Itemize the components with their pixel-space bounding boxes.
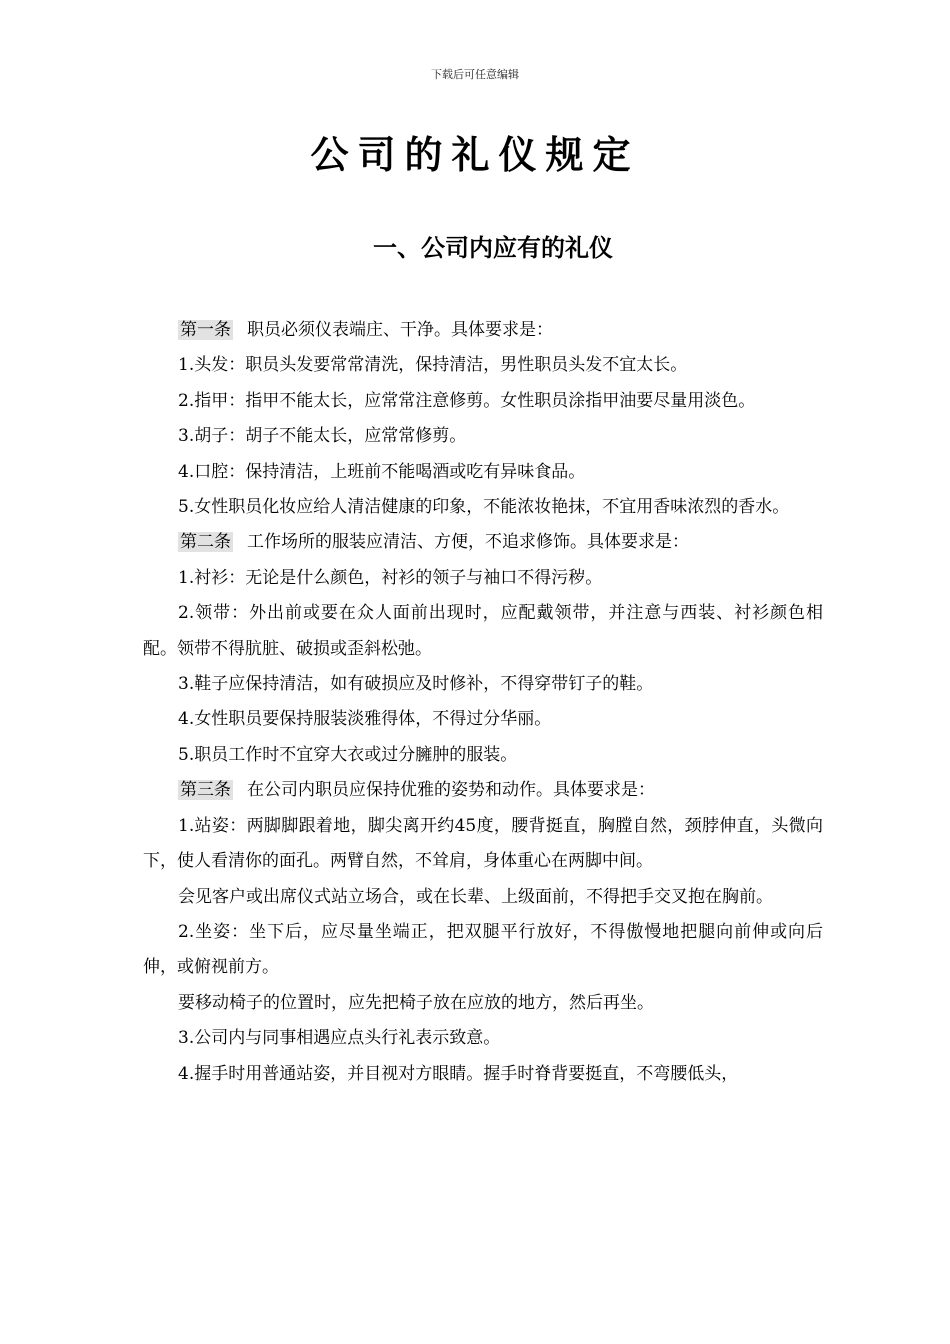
article-intro xyxy=(143,773,823,808)
article-label: 第一条 xyxy=(180,320,231,340)
article-item: 3.公司内与同事相遇应点头行礼表示致意。 xyxy=(178,1028,501,1049)
article-intro xyxy=(143,525,823,560)
article-item: 1.衬衫：无论是什么颜色，衬衫的领子与袖口不得污秽。 xyxy=(178,567,603,588)
article-item: 要移动椅子的位置时，应先把椅子放在应放的地方，然后再坐。 xyxy=(178,992,654,1013)
section-title: 一、公司内应有的礼仪 xyxy=(373,234,613,262)
article-item: 2.领带：外出前或要在众人面前出现时，应配戴领带，并注意与西装、衬衫颜色相配。领带不得肮脏、破损或歪斜松弛。 xyxy=(143,603,823,659)
article-intro-text: 职员必须仪表端庄、干净。具体要求是： xyxy=(247,320,553,340)
article-item: 2.指甲：指甲不能太长，应常常注意修剪。女性职员涂指甲油要尽量用淡色。 xyxy=(178,390,756,411)
article-item: 2.坐姿：坐下后，应尽量坐端正，把双腿平行放好，不得傲慢地把腿向前伸或向后伸，或俯视前方。 xyxy=(143,921,823,978)
article-item: 1.站姿：两脚脚跟着地，脚尖离开约45度，腰背挺直，胸膛自然，颈脖伸直，头微向下，使人看清你的面孔。两臂自然，不耸肩，身体重心在两脚中间。 xyxy=(143,815,823,872)
document-title: 公司的礼仪规定 xyxy=(310,133,640,177)
article-label: 第二条 xyxy=(180,532,231,553)
article-item: 5.女性职员化妆应给人清洁健康的印象，不能浓妆艳抹，不宜用香味浓烈的香水。 xyxy=(178,497,790,518)
header-note: 下载后可任意编辑 xyxy=(431,68,519,81)
article-item: 5.职员工作时不宜穿大衣或过分臃肿的服装。 xyxy=(178,744,518,765)
article-item: 4.握手时用普通站姿，并目视对方眼睛。握手时脊背要挺直，不弯腰低头， xyxy=(178,1063,739,1084)
article-item: 3.胡子：胡子不能太长，应常常修剪。 xyxy=(178,426,467,447)
article-label: 第三条 xyxy=(180,780,231,801)
article-intro-text: 在公司内职员应保持优雅的姿势和动作。具体要求是： xyxy=(247,780,655,801)
article-item: 4.女性职员要保持服装淡雅得体，不得过分华丽。 xyxy=(178,709,552,730)
article-intro xyxy=(143,313,823,348)
article-item: 会见客户或出席仪式站立场合，或在长辈、上级面前，不得把手交叉抱在胸前。 xyxy=(178,886,773,907)
article-intro-text: 工作场所的服装应清洁、方便，不追求修饰。具体要求是： xyxy=(247,532,689,553)
article-item: 3.鞋子应保持清洁，如有破损应及时修补，不得穿带钉子的鞋。 xyxy=(178,674,654,695)
article-item: 4.口腔：保持清洁，上班前不能喝酒或吃有异味食品。 xyxy=(178,461,586,482)
document-body xyxy=(143,313,823,1092)
article-item: 1.头发：职员头发要常常清洗，保持清洁，男性职员头发不宜太长。 xyxy=(178,355,688,376)
